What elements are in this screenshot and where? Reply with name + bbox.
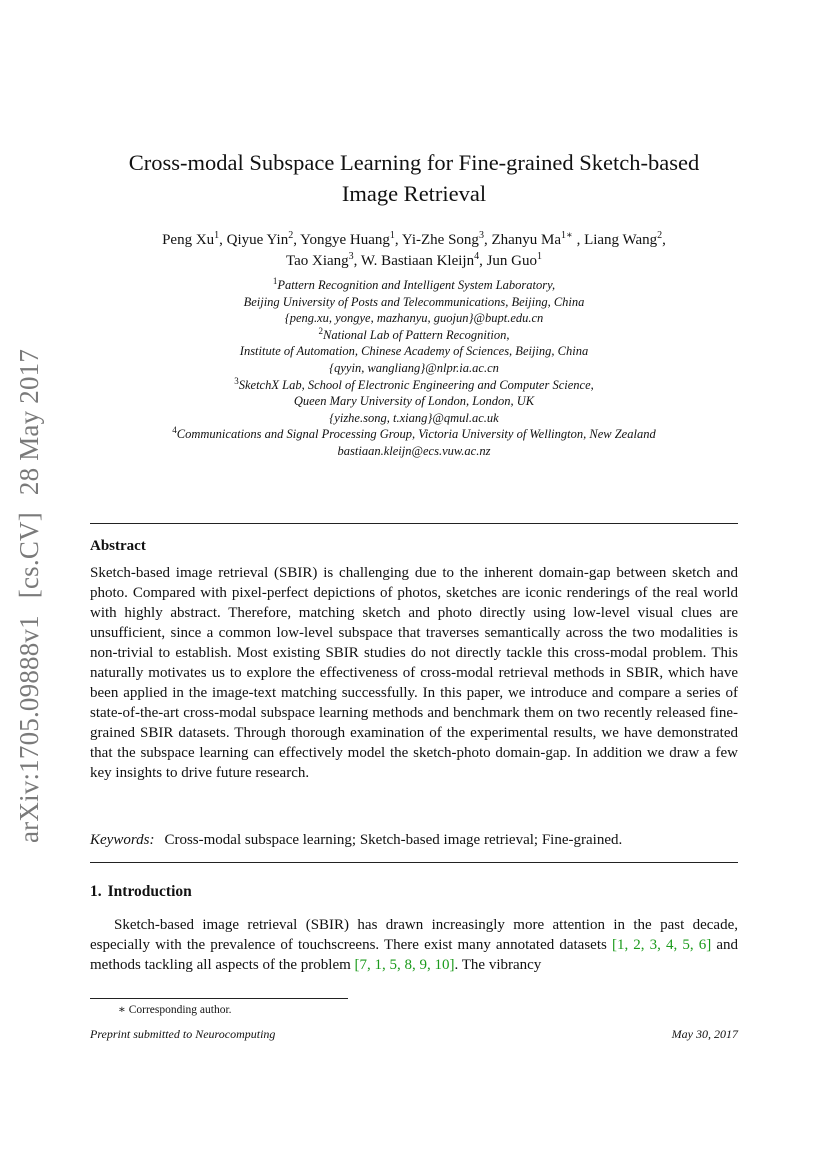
arxiv-date: 28 May 2017: [14, 348, 44, 496]
title-line-1: Cross-modal Subspace Learning for Fine-grained Sketch-based: [128, 150, 700, 175]
abstract-heading: Abstract: [90, 538, 146, 554]
arxiv-category: [cs.CV]: [14, 512, 44, 599]
author-name: Peng Xu: [162, 232, 215, 248]
keywords-text: Cross-modal subspace learning; Sketch-based image retrieval; Fine-grained.: [164, 832, 623, 848]
title-line-2: Image Retrieval: [341, 181, 487, 206]
abstract-text: Sketch-based image retrieval (SBIR) is challenging due to the inherent domain-gap between sketch and photo. Compared with pixel-perfect depictions of photos, sketches are iconic renderings of the real world with highly abstract. Therefore, matching sketch and photo directly using low-level visual clues are unsufficient, since a common low-level subspace that traverses semantically across the two modalities is non-trivial to establish. Most existing SBIR studies do not directly tackle this cross-modal problem. This naturally motivates us to explore the effectiveness of cross-modal retrieval methods in SBIR, which have been applied in the image-text matching successfully. In this paper, we introduce and compare a series of state-of-the-art cross-modal subspace learning methods and benchmark them on two recently released fine-grained SBIR datasets. Through thorough examination of the experimental results, we have demonstrated that the subspace learning can effectively model the sketch-photo domain-gap. In addition we draw a few key insights to drive future research.: [90, 565, 738, 781]
affiliation-email: {peng.xu, yongye, mazhanyu, guojun}@bupt.edu.cn: [284, 311, 544, 326]
abstract-top-rule: [90, 523, 738, 524]
author-name: Yi-Zhe Song: [401, 232, 479, 248]
author-affil-mark: 1: [537, 251, 543, 262]
introduction-paragraph: Sketch-based image retrieval (SBIR) has drawn increasingly more attention in the past decade, especially with the prevalence of touchscreens. There exist many annotated datasets [1, 2, 3, 4, 5, 6] and methods tackling all aspects of the problem [7, 1, 5, 8, 9, 10]. The vibrancy: [90, 917, 738, 973]
affiliation-email: {yizhe.song, t.xiang}@qmul.ac.uk: [329, 410, 499, 425]
section-number: 1.: [90, 883, 102, 900]
keywords: [90, 830, 738, 850]
affiliation-email: {qyyin, wangliang}@nlpr.ia.ac.cn: [329, 360, 499, 375]
citation-link[interactable]: [1, 2, 3, 4, 5, 6]: [611, 937, 712, 953]
author-affil-mark: 1: [389, 230, 395, 241]
author-name: Zhanyu Ma: [491, 232, 562, 248]
footer-date: May 30, 2017: [671, 1027, 738, 1041]
affiliation-1: $^1$Pattern Recognition and Intelligent System Laboratory, Beijing University of Posts and Telecommunications, Beijing, China {peng.xu, yongye, mazhanyu, guojun}@bupt.edu.cn: [90, 277, 738, 327]
section-title: Introduction: [107, 883, 192, 900]
author-affil-mark: 1: [214, 230, 220, 241]
author-line-1: Peng Xu$^1$, Qiyue Yin$^2$, Yongye Huang$^1$, Yi-Zhe Song$^3$, Zhanyu $Ma^{1∗}$ , Liang Wang$^2$,: [162, 230, 666, 248]
author-name: W. Bastiaan Kleijn: [360, 253, 475, 269]
author-list: [90, 230, 738, 272]
footer-journal: Preprint submitted to Neurocomputing: [90, 1027, 276, 1041]
section-heading: [90, 883, 192, 901]
author-affil-mark: 3: [478, 230, 484, 241]
affiliation-4: $^4$Communications and Signal Processing Group, Victoria University of Wellington, New Zealand bastiaan.kleijn@ecs.vuw.ac.nz: [90, 426, 738, 459]
author-affil-mark: 2: [288, 230, 294, 241]
author-affil-mark: 3: [348, 251, 354, 262]
arxiv-side-stamp: [14, 348, 54, 848]
footnote: ∗ Corresponding author.: [118, 1004, 232, 1016]
author-name: Liang Wang: [584, 232, 658, 248]
author-affil-mark: 1∗: [561, 230, 573, 241]
author-affil-mark: 2: [657, 230, 663, 241]
author-name: Qiyue Yin: [226, 232, 289, 248]
author-affil-mark: 4: [474, 251, 480, 262]
keywords-label: Keywords:: [90, 832, 155, 848]
arxiv-id: arXiv:1705.09888v1: [14, 615, 44, 843]
affiliation-3: $^3$SketchX Lab, School of Electronic Engineering and Computer Science, Queen Mary University of London, London, UK {yizhe.song, t.xiang}@qmul.ac.uk: [90, 377, 738, 427]
citation-link[interactable]: [7, 1, 5, 8, 9, 10]: [354, 957, 455, 973]
author-line-2: Tao Xiang$^3$, W. Bastiaan Kleijn$^4$, Jun Guo$^1$: [285, 251, 543, 269]
affiliation-email: bastiaan.kleijn@ecs.vuw.ac.nz: [337, 443, 491, 458]
affiliation-2: $^2$National Lab of Pattern Recognition, Institute of Automation, Chinese Academy of Sciences, Beijing, China {qyyin, wangliang}@nlpr.ia.ac.cn: [90, 327, 738, 377]
paper-title: [90, 147, 738, 209]
author-name: Yongye Huang: [300, 232, 390, 248]
author-name: Jun Guo: [486, 253, 538, 269]
abstract-bottom-rule: [90, 862, 738, 863]
author-name: Tao Xiang: [285, 253, 349, 269]
footnote-rule: [90, 998, 348, 999]
affiliation-list: [90, 277, 738, 460]
